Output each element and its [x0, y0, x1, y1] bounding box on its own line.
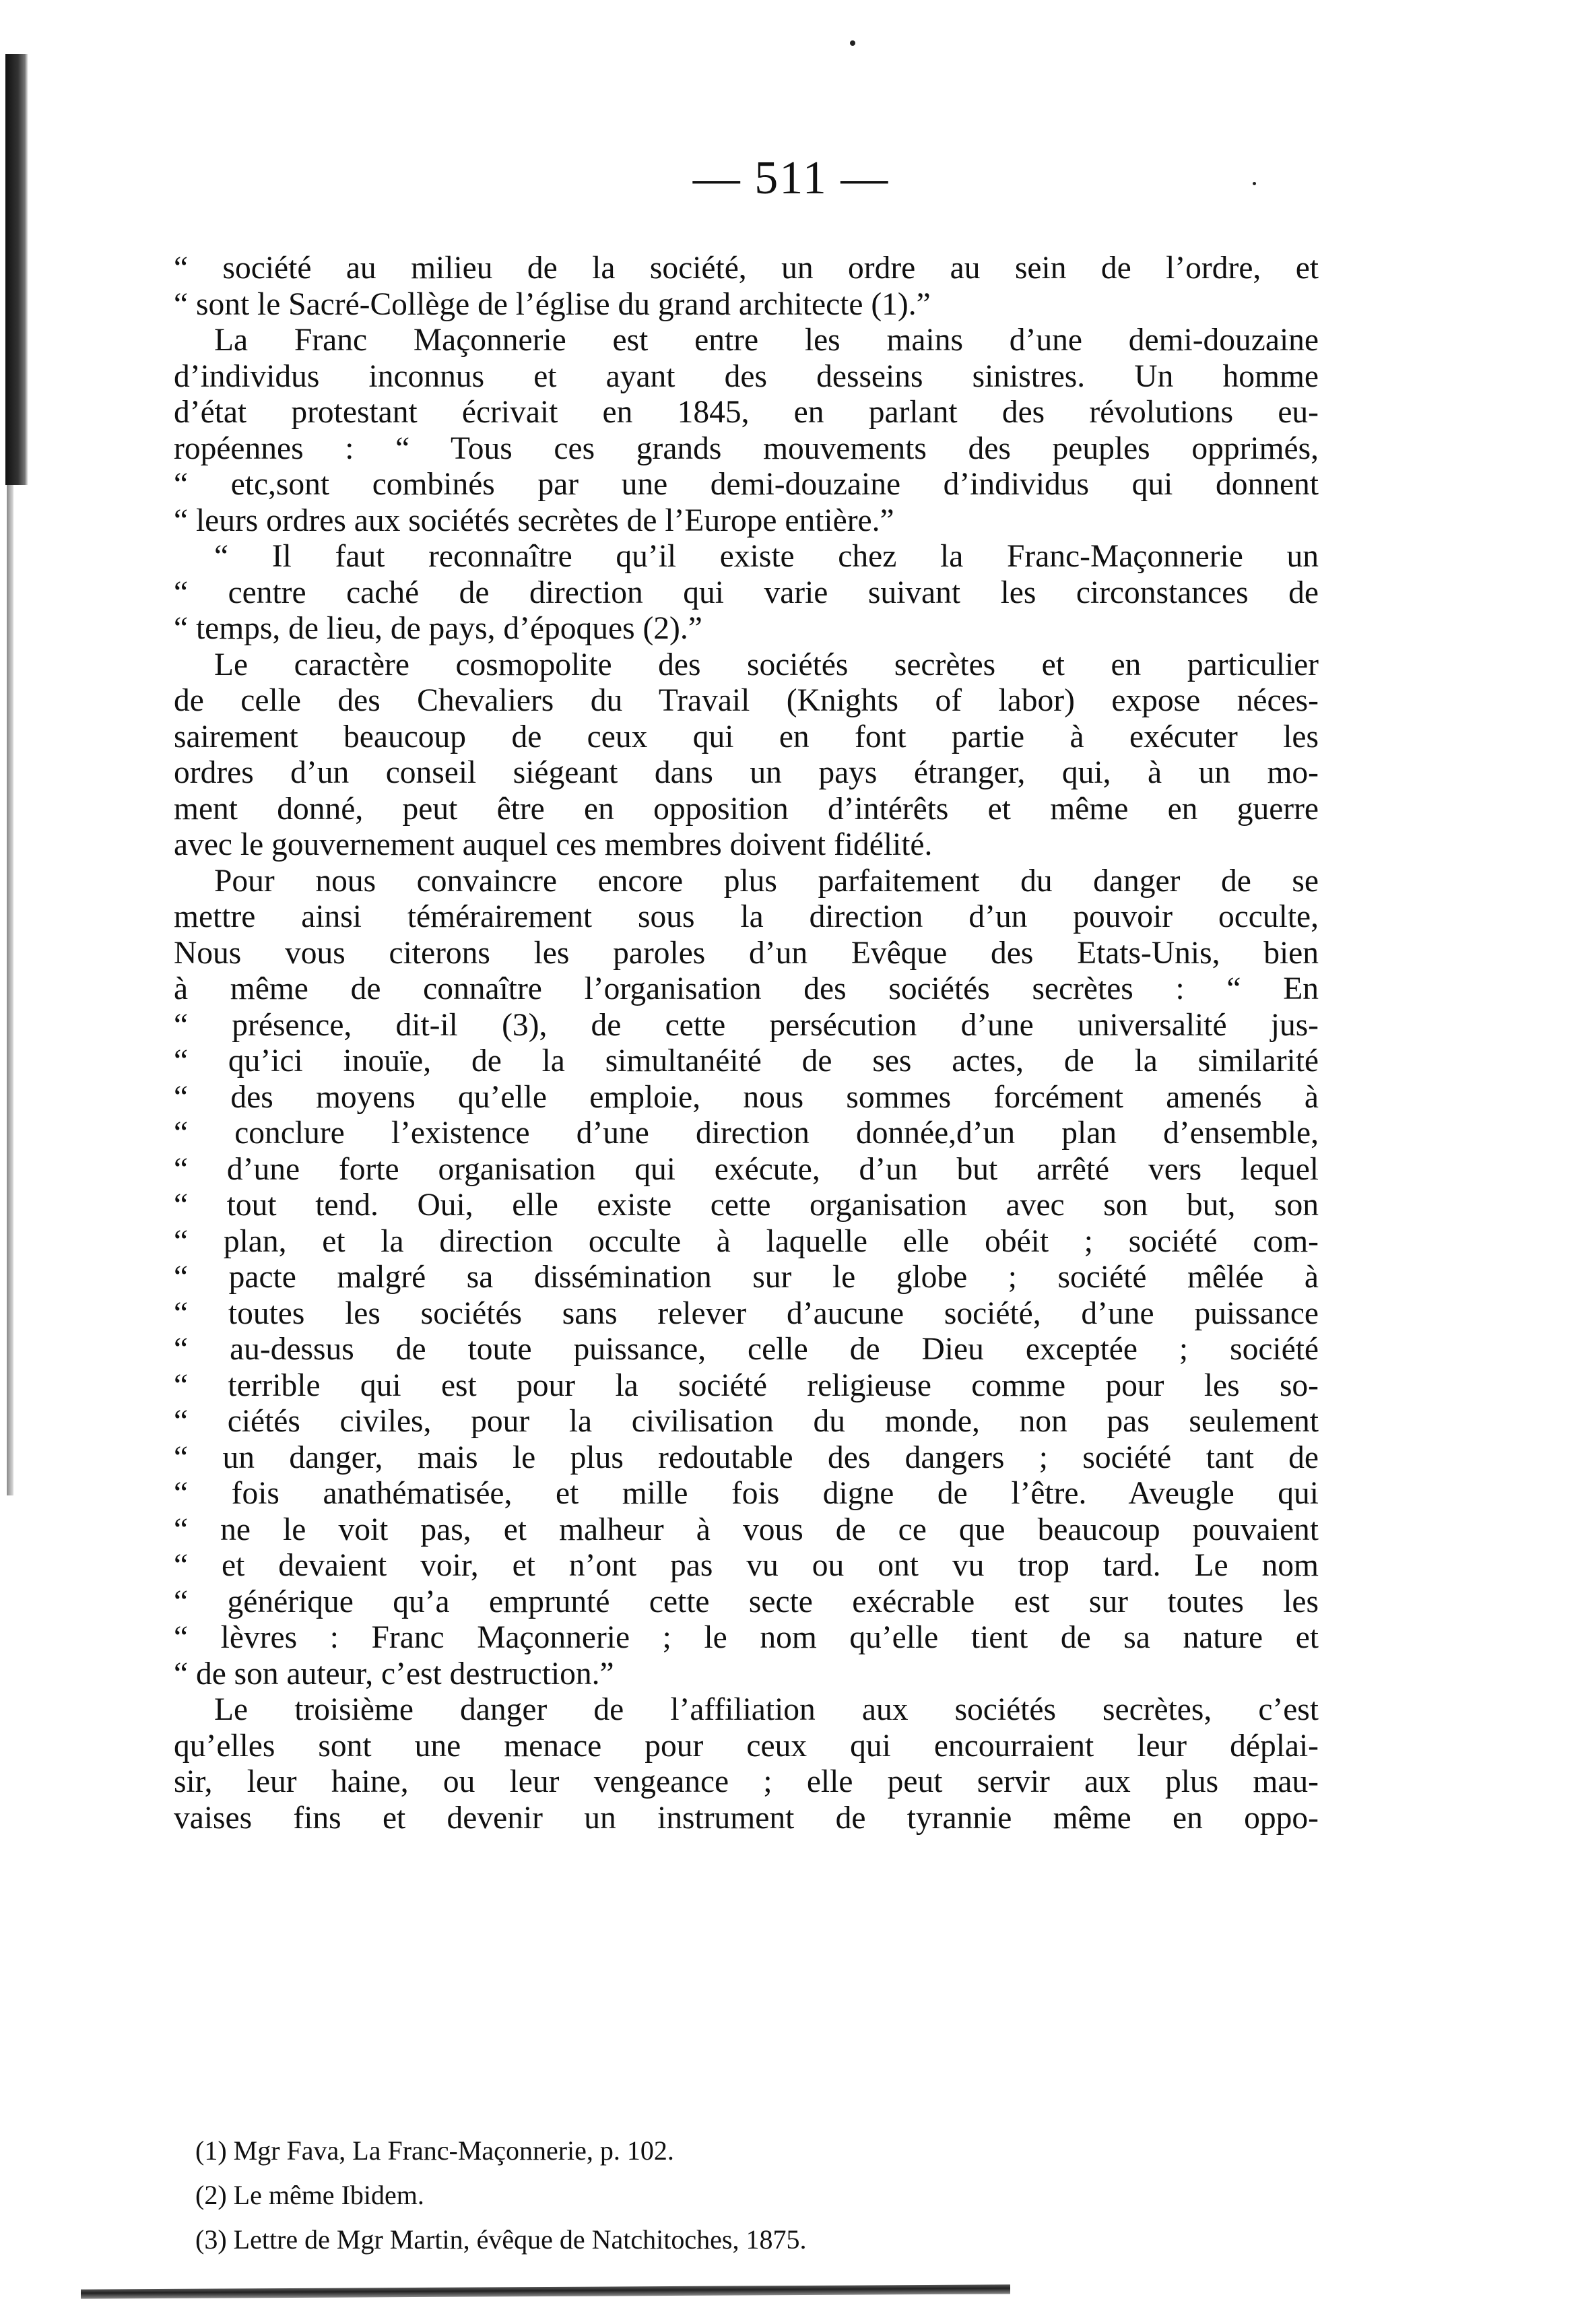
text-line: “ conclure l’existence d’une direction donnée,d’un plan d’ensemble,	[174, 1116, 1319, 1151]
body-text	[174, 251, 1319, 1836]
binding-shadow	[7, 485, 13, 1495]
text-line: “ pacte malgré sa dissémination sur le globe ; société mêlée à	[174, 1260, 1319, 1295]
text-line: “ et devaient voir, et n’ont pas vu ou ont vu trop tard. Le nom	[174, 1548, 1319, 1583]
text-line: “ plan, et la direction occulte à laquelle elle obéit ; société com-	[174, 1223, 1319, 1259]
text-line: mettre ainsi témérairement sous la direction d’un pouvoir occulte,	[174, 899, 1319, 934]
text-line: “ leurs ordres aux sociétés secrètes de l’Europe entière.”	[174, 503, 894, 538]
text-line: “ ciétés civiles, pour la civilisation du monde, non pas seulement	[174, 1404, 1319, 1439]
footnote: (1) Mgr Fava, La Franc-Maçonnerie, p. 102.	[195, 2135, 674, 2166]
text-line: “ un danger, mais le plus redoutable des dangers ; société tant de	[174, 1440, 1319, 1475]
text-line: “ etc,sont combinés par une demi-douzaine d’individus qui donnent	[174, 467, 1319, 502]
text-line: “ fois anathématisée, et mille fois digne de l’être. Aveugle qui	[174, 1476, 1319, 1511]
text-line: La Franc Maçonnerie est entre les mains d’une demi-douzaine	[214, 323, 1319, 358]
text-line: “ des moyens qu’elle emploie, nous sommes forcément amenés à	[174, 1079, 1319, 1115]
text-line: Le troisième danger de l’affiliation aux sociétés secrètes, c’est	[214, 1692, 1319, 1727]
text-line: d’état protestant écrivait en 1845, en parlant des révolutions eu-	[174, 395, 1319, 430]
footnotes	[195, 2129, 1273, 2262]
scan-edge-rule	[81, 2284, 1010, 2298]
text-line: “ présence, dit-il (3), de cette persécution d’une universalité jus-	[174, 1007, 1319, 1043]
text-line: “ centre caché de direction qui varie suivant les circonstances de	[174, 575, 1319, 610]
text-line: “ société au milieu de la société, un ordre au sein de l’ordre, et	[174, 251, 1319, 286]
text-line: qu’elles sont une menace pour ceux qui encourraient leur déplai-	[174, 1728, 1319, 1764]
text-line: “ au-dessus de toute puissance, celle de Dieu exceptée ; société	[174, 1332, 1319, 1367]
footnote: (2) Le même Ibidem.	[195, 2180, 424, 2210]
footnote: (3) Lettre de Mgr Martin, évêque de Natchitoches, 1875.	[195, 2224, 807, 2255]
text-line: Nous vous citerons les paroles d’un Evêque des Etats-Unis, bien	[174, 935, 1319, 971]
binding-edge	[5, 54, 28, 485]
text-line: avec le gouvernement auquel ces membres doivent fidélité.	[174, 827, 933, 862]
text-line: ordres d’un conseil siégeant dans un pays étranger, qui, à un mo-	[174, 755, 1319, 790]
text-line: vaises fins et devenir un instrument de tyrannie même en oppo-	[174, 1800, 1319, 1836]
text-line: ment donné, peut être en opposition d’intérêts et même en guerre	[174, 791, 1319, 827]
text-line: “ générique qu’a emprunté cette secte exécrable est sur toutes les	[174, 1584, 1319, 1619]
text-line: “ d’une forte organisation qui exécute, d’un but arrêté vers lequel	[174, 1151, 1319, 1187]
text-line: “ temps, de lieu, de pays, d’époques (2).”	[174, 611, 702, 646]
print-speck	[850, 40, 855, 46]
text-line: sairement beaucoup de ceux qui en font partie à exécuter les	[174, 719, 1319, 754]
text-line: ropéennes : “ Tous ces grands mouvements des peuples opprimés,	[174, 430, 1319, 466]
text-line: “ sont le Sacré-Collège de l’église du grand architecte (1).”	[174, 286, 931, 322]
text-line: Pour nous convaincre encore plus parfaitement du danger de se	[214, 863, 1319, 899]
text-line: “ toutes les sociétés sans relever d’aucune société, d’une puissance	[174, 1295, 1319, 1331]
text-line: “ de son auteur, c’est destruction.”	[174, 1656, 614, 1691]
text-line: de celle des Chevaliers du Travail (Knights of labor) expose néces-	[174, 683, 1319, 718]
text-line: “ qu’ici inouïe, de la simultanéité de ses actes, de la similarité	[174, 1043, 1319, 1078]
text-line: d’individus inconnus et ayant des desseins sinistres. Un homme	[174, 358, 1319, 394]
text-line: “ Il faut reconnaître qu’il existe chez la Franc-Maçonnerie un	[214, 539, 1319, 574]
page-number: — 511 —	[692, 152, 890, 204]
text-line: “ tout tend. Oui, elle existe cette organisation avec son but, son	[174, 1188, 1319, 1223]
text-line: “ ne le voit pas, et malheur à vous de ce que beaucoup pouvaient	[174, 1512, 1319, 1547]
text-line: à même de connaître l’organisation des sociétés secrètes : “ En	[174, 971, 1319, 1006]
text-line: sir, leur haine, ou leur vengeance ; elle peut servir aux plus mau-	[174, 1764, 1319, 1799]
text-line: Le caractère cosmopolite des sociétés secrètes et en particulier	[214, 647, 1319, 682]
text-line: “ terrible qui est pour la société religieuse comme pour les so-	[174, 1367, 1319, 1403]
text-line: “ lèvres : Franc Maçonnerie ; le nom qu’elle tient de sa nature et	[174, 1620, 1319, 1655]
